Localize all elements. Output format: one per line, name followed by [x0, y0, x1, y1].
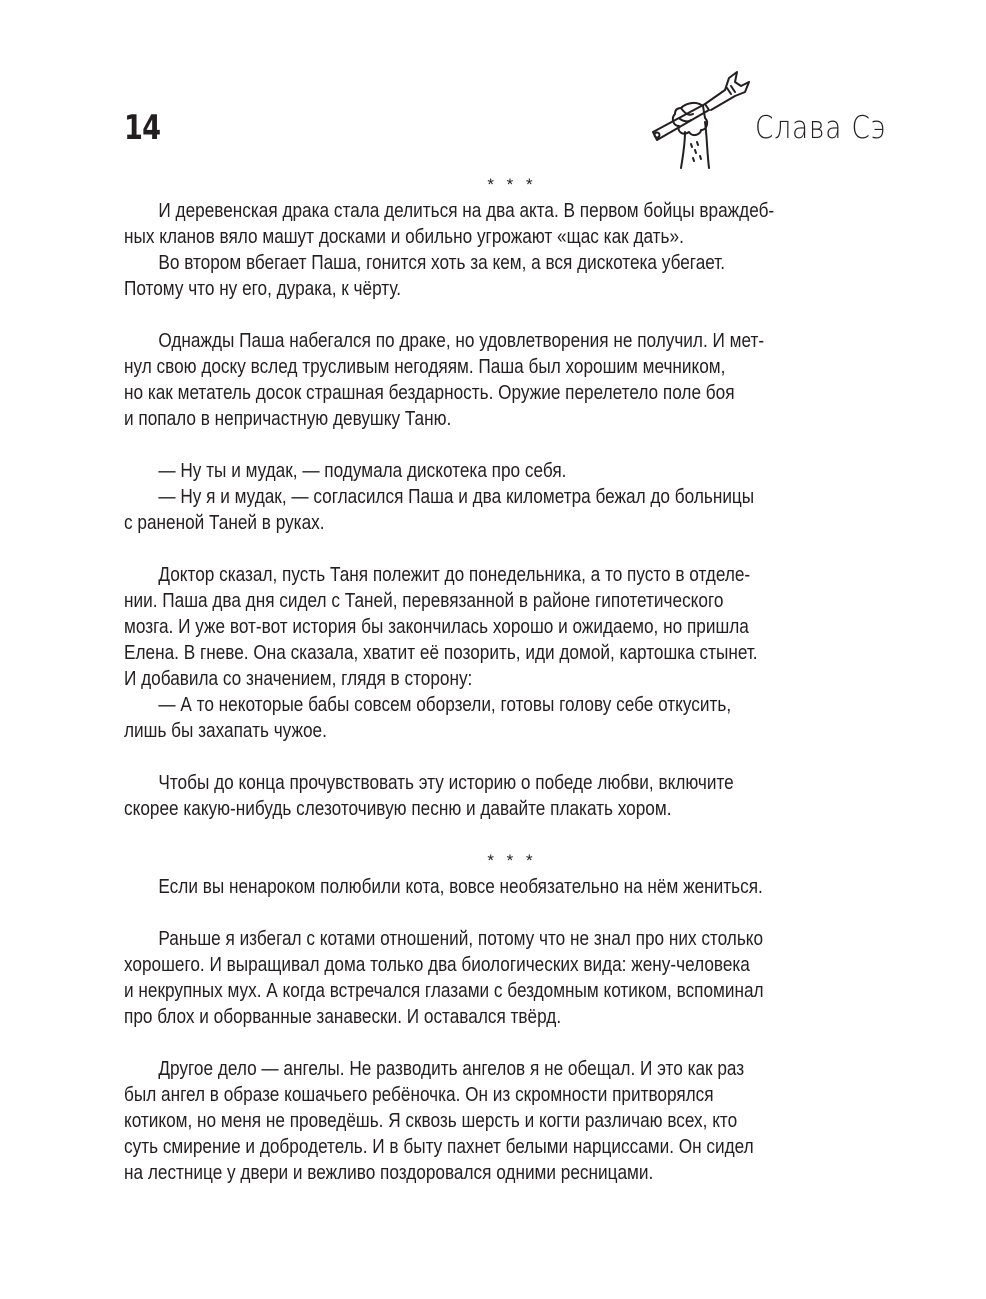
text-line: Если вы ненароком полюбили кота, вовсе необязательно на нём жениться. — [158, 876, 763, 898]
text-line: про блох и оборванные занавески. И оставался твёрд. — [124, 1006, 562, 1028]
text-line: нии. Паша два дня сидел с Таней, перевязанной в районе гипотетического — [124, 590, 724, 612]
text-line: И добавила со значением, глядя в сторону: — [124, 668, 473, 690]
body-text — [124, 172, 894, 1186]
text-line: но как метатель досок страшная бездарность. Оружие перелетело поле боя — [124, 382, 735, 404]
paragraph-gap — [124, 744, 894, 770]
text-line: на лестнице у двери и вежливо поздоровался одними ресницами. — [124, 1162, 654, 1184]
text-line: — Ну я и мудак, — согласился Паша и два километра бежал до больницы — [158, 486, 755, 508]
text-line: ных кланов вяло машут досками и обильно угрожают «щас как дать». — [124, 226, 684, 248]
text-line: — А то некоторые бабы совсем оборзели, готовы голову себе откусить, — [158, 694, 732, 716]
paragraph-gap — [124, 536, 894, 562]
paragraph-gap — [124, 302, 894, 328]
text-line: суть смирение и добродетель. И в быту пахнет белыми нарциссами. Он сидел — [124, 1136, 754, 1158]
text-line: Потому что ну его, дурака, к чёрту. — [124, 278, 402, 300]
text-line: скорее какую-нибудь слезоточивую песню и давайте плакать хором. — [124, 798, 672, 820]
paragraph-gap — [124, 1030, 894, 1056]
text-line: Чтобы до конца прочувствовать эту историю о победе любви, включите — [158, 772, 734, 794]
text-line: был ангел в образе кошачьего ребёночка. Он из скромности притворялся — [124, 1084, 714, 1106]
paragraph-gap — [124, 822, 894, 848]
text-line: Другое дело — ангелы. Не разводить ангелов я не обещал. И это как раз — [158, 1058, 745, 1080]
text-line: мозга. И уже вот-вот история бы закончилась хорошо и ожидаемо, но пришла — [124, 616, 749, 638]
page-number: 14 — [124, 108, 161, 148]
text-line: и попало в непричастную девушку Таню. — [124, 408, 452, 430]
text-line: и некрупных мух. А когда встречался глазами с бездомным котиком, вспоминал — [124, 980, 764, 1002]
text-line: И деревенская драка стала делиться на два акта. В первом бойцы враждеб- — [158, 200, 775, 222]
paragraph-gap — [124, 900, 894, 926]
text-line: лишь бы захапать чужое. — [124, 720, 327, 742]
text-line: Раньше я избегал с котами отношений, потому что не знал про них столько — [158, 928, 764, 950]
text-line: хорошего. И выращивал дома только два биологических вида: жену-человека — [124, 954, 750, 976]
author-name: Слава Сэ — [755, 110, 887, 146]
text-line: с раненой Таней в руках. — [124, 512, 325, 534]
paragraph-gap — [124, 432, 894, 458]
section-separator: * * * — [487, 175, 537, 194]
fist-holding-wrench-icon — [645, 64, 755, 169]
section-separator: * * * — [487, 851, 537, 870]
text-line: Доктор сказал, пусть Таня полежит до понедельника, а то пусто в отделе- — [158, 564, 751, 586]
text-line: Елена. В гневе. Она сказала, хватит её позорить, иди домой, картошка стынет. — [124, 642, 758, 664]
text-line: нул свою доску вслед трусливым негодяям. Паша был хорошим мечником, — [124, 356, 726, 378]
text-line: Во втором вбегает Паша, гонится хоть за кем, а вся дискотека убегает. — [158, 252, 726, 274]
text-line: Однажды Паша набегался по драке, но удовлетворения не получил. И мет- — [158, 330, 765, 352]
text-line: — Ну ты и мудак, — подумала дискотека про себя. — [158, 460, 567, 482]
text-line: котиком, но меня не проведёшь. Я сквозь шерсть и когти различаю всех, кто — [124, 1110, 738, 1132]
